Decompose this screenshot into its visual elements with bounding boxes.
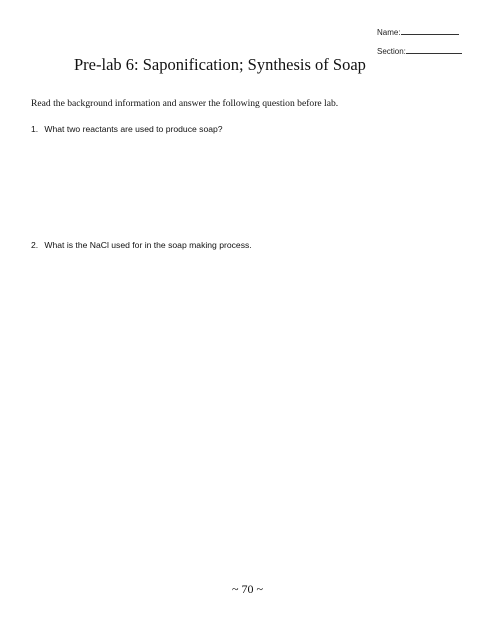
name-field: [377, 27, 459, 37]
question-1-number: 1.: [31, 124, 39, 134]
section-label: Section:: [377, 47, 406, 56]
question-2: [31, 240, 252, 250]
question-2-number: 2.: [31, 240, 39, 250]
section-blank-line: [406, 46, 462, 54]
name-blank-line: [401, 27, 459, 35]
instructions-text: Read the background information and answer the following question before lab.: [31, 98, 339, 109]
name-label: Name:: [377, 28, 401, 37]
section-field: [377, 46, 462, 56]
question-1-text: What two reactants are used to produce soap?: [44, 124, 223, 134]
question-1: [31, 124, 223, 134]
page-number: ~ 70 ~: [232, 582, 263, 596]
question-2-text: What is the NaCl used for in the soap making process.: [44, 240, 252, 250]
page-title: Pre-lab 6: Saponification; Synthesis of Soap: [74, 55, 366, 74]
